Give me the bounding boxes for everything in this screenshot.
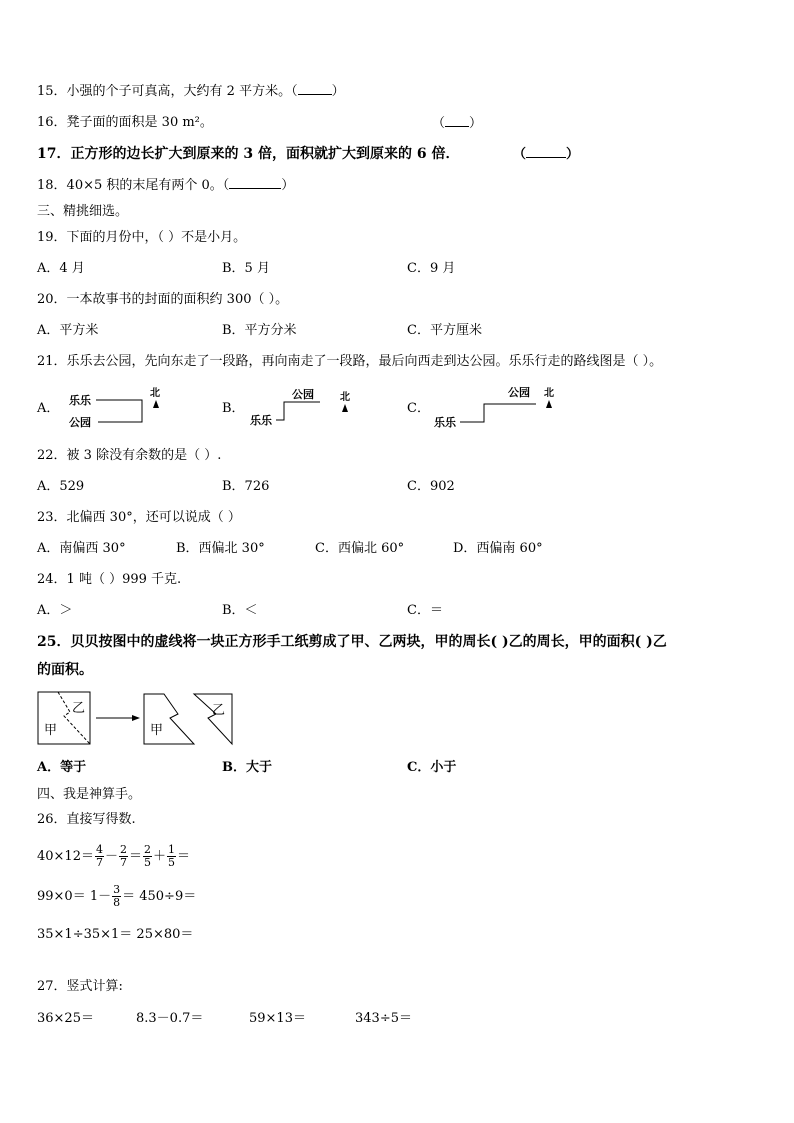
q21-option-c[interactable]: C． bbox=[407, 401, 430, 416]
expr: ＝ 450÷9＝ bbox=[122, 889, 197, 904]
q15-close: ） bbox=[331, 84, 345, 99]
q25-paper-cut-figure bbox=[36, 690, 246, 748]
question-18 bbox=[37, 176, 294, 195]
section-4-heading: 四、我是神算手。 bbox=[37, 787, 142, 802]
q17-open: （ bbox=[513, 147, 527, 162]
q21-option-b[interactable]: B． bbox=[222, 401, 245, 416]
question-16 bbox=[37, 114, 213, 132]
expr: 40×12＝ bbox=[37, 849, 94, 864]
q17-text: 17．正方形的边长扩大到原来的 3 倍，面积就扩大到原来的 6 倍． bbox=[37, 146, 460, 162]
equals-sign: ＝ bbox=[177, 849, 191, 864]
answer-blank[interactable] bbox=[229, 176, 281, 189]
fraction: $\frac{2}{7}$ bbox=[120, 843, 127, 869]
route-path bbox=[460, 404, 536, 422]
start-label: 乐乐 bbox=[434, 416, 456, 429]
q16-text: 16．凳子面的面积是 30 m²。 bbox=[37, 115, 213, 130]
start-label: 乐乐 bbox=[69, 394, 91, 407]
north-label: 北 bbox=[544, 388, 554, 399]
question-17 bbox=[37, 145, 459, 163]
piece-yi bbox=[194, 694, 232, 744]
answer-blank[interactable] bbox=[526, 145, 566, 158]
north-arrow-icon bbox=[342, 404, 348, 412]
q21-route-map-b bbox=[248, 384, 358, 432]
q26-row-3: 35×1÷35×1＝ 25×80＝ bbox=[37, 927, 194, 942]
q27-expr-3: 59×13＝ bbox=[249, 1011, 306, 1026]
q23-option-b[interactable]: B．西偏北 30° bbox=[176, 541, 265, 556]
route-path bbox=[96, 400, 142, 422]
q19-option-a[interactable]: A．4 月 bbox=[37, 261, 85, 276]
park-label: 公园 bbox=[292, 388, 314, 401]
plus-sign: ＋ bbox=[153, 849, 167, 864]
q23-option-c[interactable]: C．西偏北 60° bbox=[315, 541, 405, 556]
q21-option-a[interactable]: A． bbox=[37, 401, 60, 416]
q27-expr-4: 343÷5＝ bbox=[355, 1011, 412, 1026]
answer-blank[interactable] bbox=[445, 114, 469, 127]
q16-open: （ bbox=[432, 116, 446, 131]
q21-route-map-c bbox=[432, 382, 562, 432]
q22-option-b[interactable]: B．726 bbox=[222, 479, 270, 494]
q20-option-c[interactable]: C．平方厘米 bbox=[407, 323, 482, 338]
q23-option-a[interactable]: A．南偏西 30° bbox=[37, 541, 126, 556]
q23-option-d[interactable]: D．西偏南 60° bbox=[453, 541, 543, 556]
north-arrow-icon bbox=[546, 400, 552, 408]
q18-close: ） bbox=[281, 178, 295, 193]
q22-option-c[interactable]: C．902 bbox=[407, 479, 455, 494]
question-21: 21．乐乐去公园，先向东走了一段路，再向南走了一段路，最后向西走到达公园。乐乐行走的路线图是（ ）。 bbox=[37, 354, 663, 369]
q16-close: ） bbox=[469, 116, 483, 131]
q22-option-a[interactable]: A．529 bbox=[37, 479, 85, 494]
q24-option-b[interactable]: B．＜ bbox=[222, 603, 258, 618]
q17-close: ） bbox=[566, 147, 580, 162]
question-20: 20．一本故事书的封面的面积约 300（ ）。 bbox=[37, 292, 289, 307]
north-label: 北 bbox=[150, 388, 160, 399]
fraction: $\frac{2}{5}$ bbox=[144, 843, 152, 869]
q26-row-1 bbox=[37, 844, 190, 870]
yi-label: 乙 bbox=[212, 703, 226, 718]
q24-option-c[interactable]: C．＝ bbox=[407, 603, 443, 618]
fraction: $\frac{3}{8}$ bbox=[113, 883, 121, 909]
question-25-line-1: 25．贝贝按图中的虚线将一块正方形手工纸剪成了甲、乙两块，甲的周长( )乙的周长，甲的面积( )乙 bbox=[37, 634, 667, 650]
start-label: 乐乐 bbox=[250, 414, 272, 427]
q27-expr-2: 8.3－0.7＝ bbox=[136, 1011, 204, 1026]
q19-option-c[interactable]: C．9 月 bbox=[407, 261, 456, 276]
q16-answer bbox=[432, 114, 482, 133]
question-22: 22．被 3 除没有余数的是（ ）. bbox=[37, 448, 222, 463]
jia-label: 甲 bbox=[150, 723, 164, 738]
yi-label: 乙 bbox=[72, 701, 86, 716]
question-23: 23．北偏西 30°，还可以说成（ ） bbox=[37, 510, 241, 525]
jia-label: 甲 bbox=[44, 723, 58, 738]
q20-option-a[interactable]: A．平方米 bbox=[37, 323, 99, 338]
fraction: $\frac{1}{5}$ bbox=[168, 843, 176, 869]
q17-answer bbox=[513, 145, 579, 164]
q26-row-2 bbox=[37, 884, 196, 910]
answer-blank[interactable] bbox=[298, 82, 332, 95]
fraction: $\frac{4}{7}$ bbox=[95, 843, 103, 869]
q15-text: 15．小强的个子可真高，大约有 2 平方米。（ bbox=[37, 84, 298, 99]
minus-sign: － bbox=[104, 849, 118, 864]
q25-option-c[interactable]: C．小于 bbox=[407, 760, 457, 775]
question-24: 24．1 吨（ ）999 千克. bbox=[37, 572, 182, 587]
question-26-title: 26．直接写得数. bbox=[37, 812, 136, 827]
park-label: 公园 bbox=[508, 386, 530, 399]
q21-route-map-a bbox=[66, 384, 176, 432]
q20-option-b[interactable]: B．平方分米 bbox=[222, 323, 297, 338]
arrow-icon bbox=[132, 715, 140, 721]
question-27-title: 27．竖式计算: bbox=[37, 979, 123, 994]
park-label: 公园 bbox=[69, 416, 91, 429]
route-path bbox=[276, 402, 320, 420]
question-19: 19．下面的月份中，（ ）不是小月。 bbox=[37, 230, 247, 245]
question-15 bbox=[37, 82, 345, 101]
q18-text: 18．40×5 积的末尾有两个 0。（ bbox=[37, 178, 230, 193]
q25-option-b[interactable]: B．大于 bbox=[222, 760, 272, 775]
section-3-heading: 三、精挑细选。 bbox=[37, 204, 129, 219]
expr: 99×0＝ 1－ bbox=[37, 889, 112, 904]
north-arrow-icon bbox=[153, 400, 159, 408]
q19-option-b[interactable]: B．5 月 bbox=[222, 261, 270, 276]
q27-expr-1: 36×25＝ bbox=[37, 1011, 94, 1026]
question-25-line-2: 的面积。 bbox=[37, 662, 93, 678]
north-label: 北 bbox=[340, 392, 350, 403]
q24-option-a[interactable]: A．＞ bbox=[37, 603, 73, 618]
cut-line bbox=[58, 692, 90, 744]
q25-option-a[interactable]: A．等于 bbox=[37, 760, 87, 775]
equals-sign: ＝ bbox=[129, 849, 143, 864]
